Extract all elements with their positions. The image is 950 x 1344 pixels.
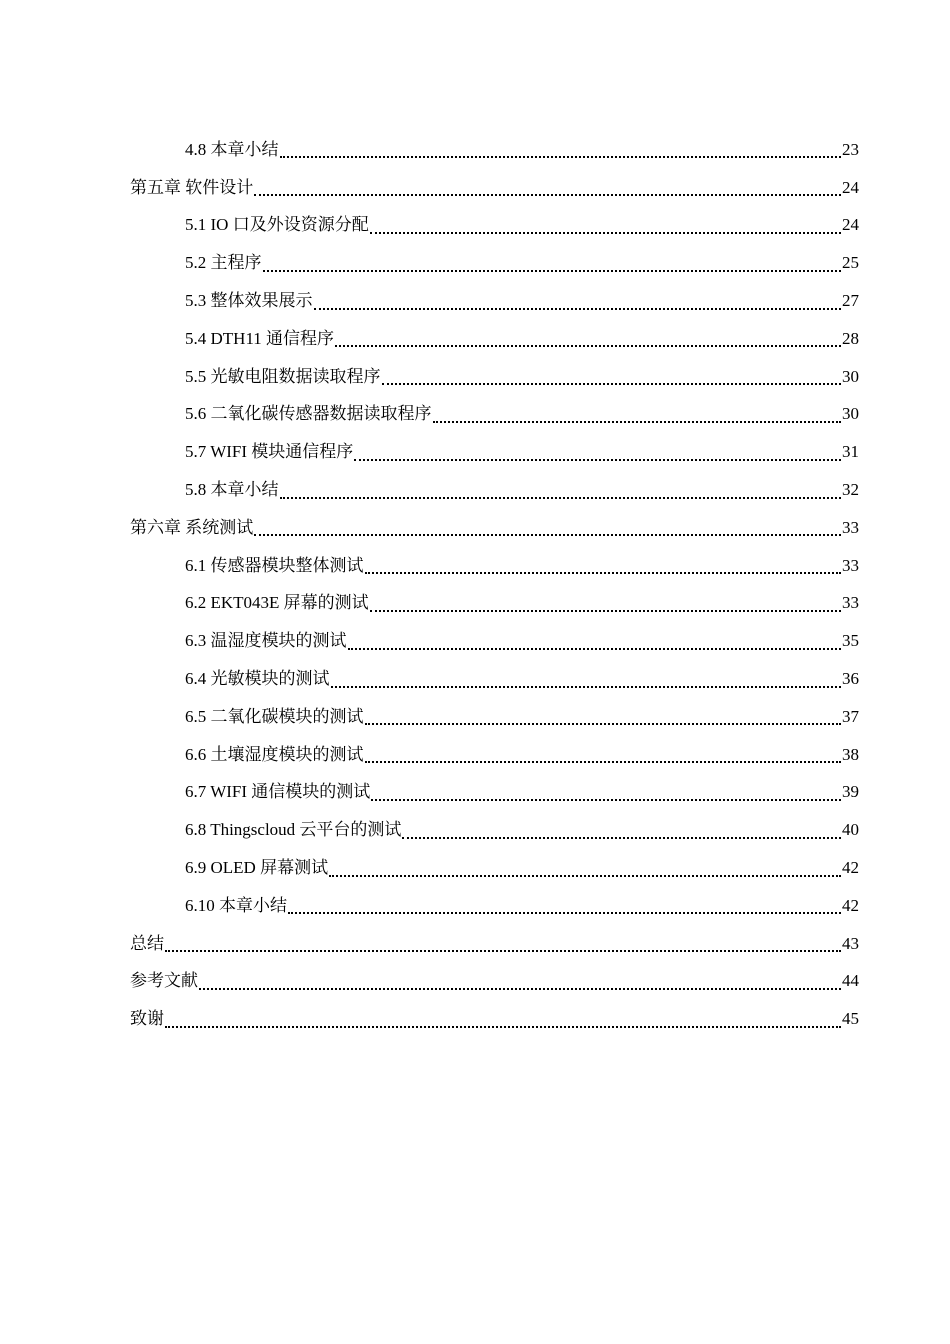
toc-dot-leader [165, 1025, 841, 1028]
toc-dot-leader [329, 874, 841, 877]
toc-entry-page-number: 33 [842, 593, 859, 613]
toc-entry-title: 5.6 二氧化碳传感器数据读取程序 [185, 404, 432, 424]
toc-entry-title: 5.8 本章小结 [185, 480, 279, 500]
toc-entry-title: 5.4 DTH11 通信程序 [185, 328, 335, 348]
toc-entry[interactable] [0, 963, 950, 1001]
toc-dot-leader [165, 949, 841, 952]
toc-entry-page-number: 28 [842, 328, 859, 348]
table-of-contents [0, 131, 950, 1038]
toc-entry-title: 6.1 传感器模块整体测试 [185, 555, 364, 575]
toc-dot-leader [370, 231, 841, 234]
toc-entry-title: 5.2 主程序 [185, 253, 262, 273]
toc-entry[interactable] [0, 320, 950, 358]
toc-entry[interactable] [0, 207, 950, 245]
toc-entry-page-number: 31 [842, 442, 859, 462]
toc-dot-leader [365, 760, 842, 763]
toc-entry[interactable] [0, 585, 950, 623]
toc-dot-leader [254, 533, 841, 536]
toc-dot-leader [365, 722, 842, 725]
toc-dot-leader [254, 193, 841, 196]
toc-entry-page-number: 43 [842, 933, 859, 953]
toc-entry[interactable] [0, 698, 950, 736]
toc-entry[interactable] [0, 358, 950, 396]
toc-dot-leader [314, 307, 842, 310]
toc-dot-leader [280, 155, 842, 158]
toc-entry-title: 6.3 温湿度模块的测试 [185, 631, 347, 651]
toc-entry[interactable] [0, 887, 950, 925]
toc-entry[interactable] [0, 471, 950, 509]
toc-entry[interactable] [0, 622, 950, 660]
toc-entry-page-number: 24 [842, 177, 859, 197]
toc-dot-leader [382, 382, 842, 385]
toc-dot-leader [365, 571, 842, 574]
toc-entry-page-number: 42 [842, 895, 859, 915]
toc-entry-page-number: 33 [842, 517, 859, 537]
toc-entry-page-number: 39 [842, 782, 859, 802]
toc-entry[interactable] [0, 811, 950, 849]
toc-entry-title: 6.6 土壤湿度模块的测试 [185, 744, 364, 764]
toc-entry-page-number: 25 [842, 253, 859, 273]
toc-entry[interactable] [0, 849, 950, 887]
toc-entry-page-number: 42 [842, 858, 859, 878]
toc-entry-title: 4.8 本章小结 [185, 139, 279, 159]
toc-dot-leader [335, 344, 841, 347]
toc-entry-page-number: 30 [842, 366, 859, 386]
toc-entry[interactable] [0, 660, 950, 698]
toc-entry-title: 第五章 软件设计 [130, 177, 254, 197]
toc-dot-leader [288, 911, 841, 914]
toc-entry-page-number: 45 [842, 1009, 859, 1029]
toc-entry-title: 致谢 [130, 1009, 164, 1029]
toc-entry[interactable] [0, 736, 950, 774]
toc-entry-page-number: 44 [842, 971, 859, 991]
toc-dot-leader [433, 420, 842, 423]
toc-dot-leader [371, 798, 841, 801]
toc-entry-page-number: 38 [842, 744, 859, 764]
toc-entry[interactable] [0, 244, 950, 282]
toc-entry[interactable] [0, 282, 950, 320]
toc-entry-title: 6.7 WIFI 通信模块的测试 [185, 782, 371, 802]
toc-entry[interactable] [0, 547, 950, 585]
toc-dot-leader [370, 609, 841, 612]
toc-entry-title: 6.10 本章小结 [185, 895, 287, 915]
toc-entry[interactable] [0, 396, 950, 434]
toc-entry-title: 6.5 二氧化碳模块的测试 [185, 706, 364, 726]
toc-entry-title: 6.8 Thingscloud 云平台的测试 [185, 820, 402, 840]
toc-entry-title: 5.5 光敏电阻数据读取程序 [185, 366, 381, 386]
toc-entry[interactable] [0, 1000, 950, 1038]
toc-entry[interactable] [0, 169, 950, 207]
toc-dot-leader [199, 987, 841, 990]
toc-dot-leader [263, 269, 842, 272]
toc-entry-page-number: 23 [842, 139, 859, 159]
toc-entry-title: 5.3 整体效果展示 [185, 291, 313, 311]
toc-entry-page-number: 35 [842, 631, 859, 651]
toc-entry-title: 6.4 光敏模块的测试 [185, 669, 330, 689]
toc-entry-title: 5.7 WIFI 模块通信程序 [185, 442, 354, 462]
toc-entry-title: 5.1 IO 口及外设资源分配 [185, 215, 369, 235]
toc-entry-page-number: 33 [842, 555, 859, 575]
toc-entry-page-number: 24 [842, 215, 859, 235]
toc-entry-page-number: 37 [842, 706, 859, 726]
toc-entry-page-number: 36 [842, 669, 859, 689]
toc-dot-leader [280, 496, 842, 499]
toc-entry-title: 6.9 OLED 屏幕测试 [185, 858, 329, 878]
toc-entry[interactable] [0, 131, 950, 169]
toc-entry-page-number: 32 [842, 480, 859, 500]
toc-dot-leader [402, 836, 841, 839]
toc-entry-page-number: 30 [842, 404, 859, 424]
toc-entry-title: 第六章 系统测试 [130, 517, 254, 537]
toc-entry-title: 参考文献 [130, 971, 198, 991]
toc-entry-page-number: 27 [842, 291, 859, 311]
toc-entry[interactable] [0, 925, 950, 963]
toc-dot-leader [354, 458, 841, 461]
toc-entry[interactable] [0, 774, 950, 812]
toc-entry[interactable] [0, 433, 950, 471]
toc-entry-title: 总结 [130, 933, 164, 953]
toc-entry[interactable] [0, 509, 950, 547]
toc-dot-leader [331, 685, 842, 688]
toc-entry-title: 6.2 EKT043E 屏幕的测试 [185, 593, 369, 613]
toc-dot-leader [348, 647, 842, 650]
toc-entry-page-number: 40 [842, 820, 859, 840]
